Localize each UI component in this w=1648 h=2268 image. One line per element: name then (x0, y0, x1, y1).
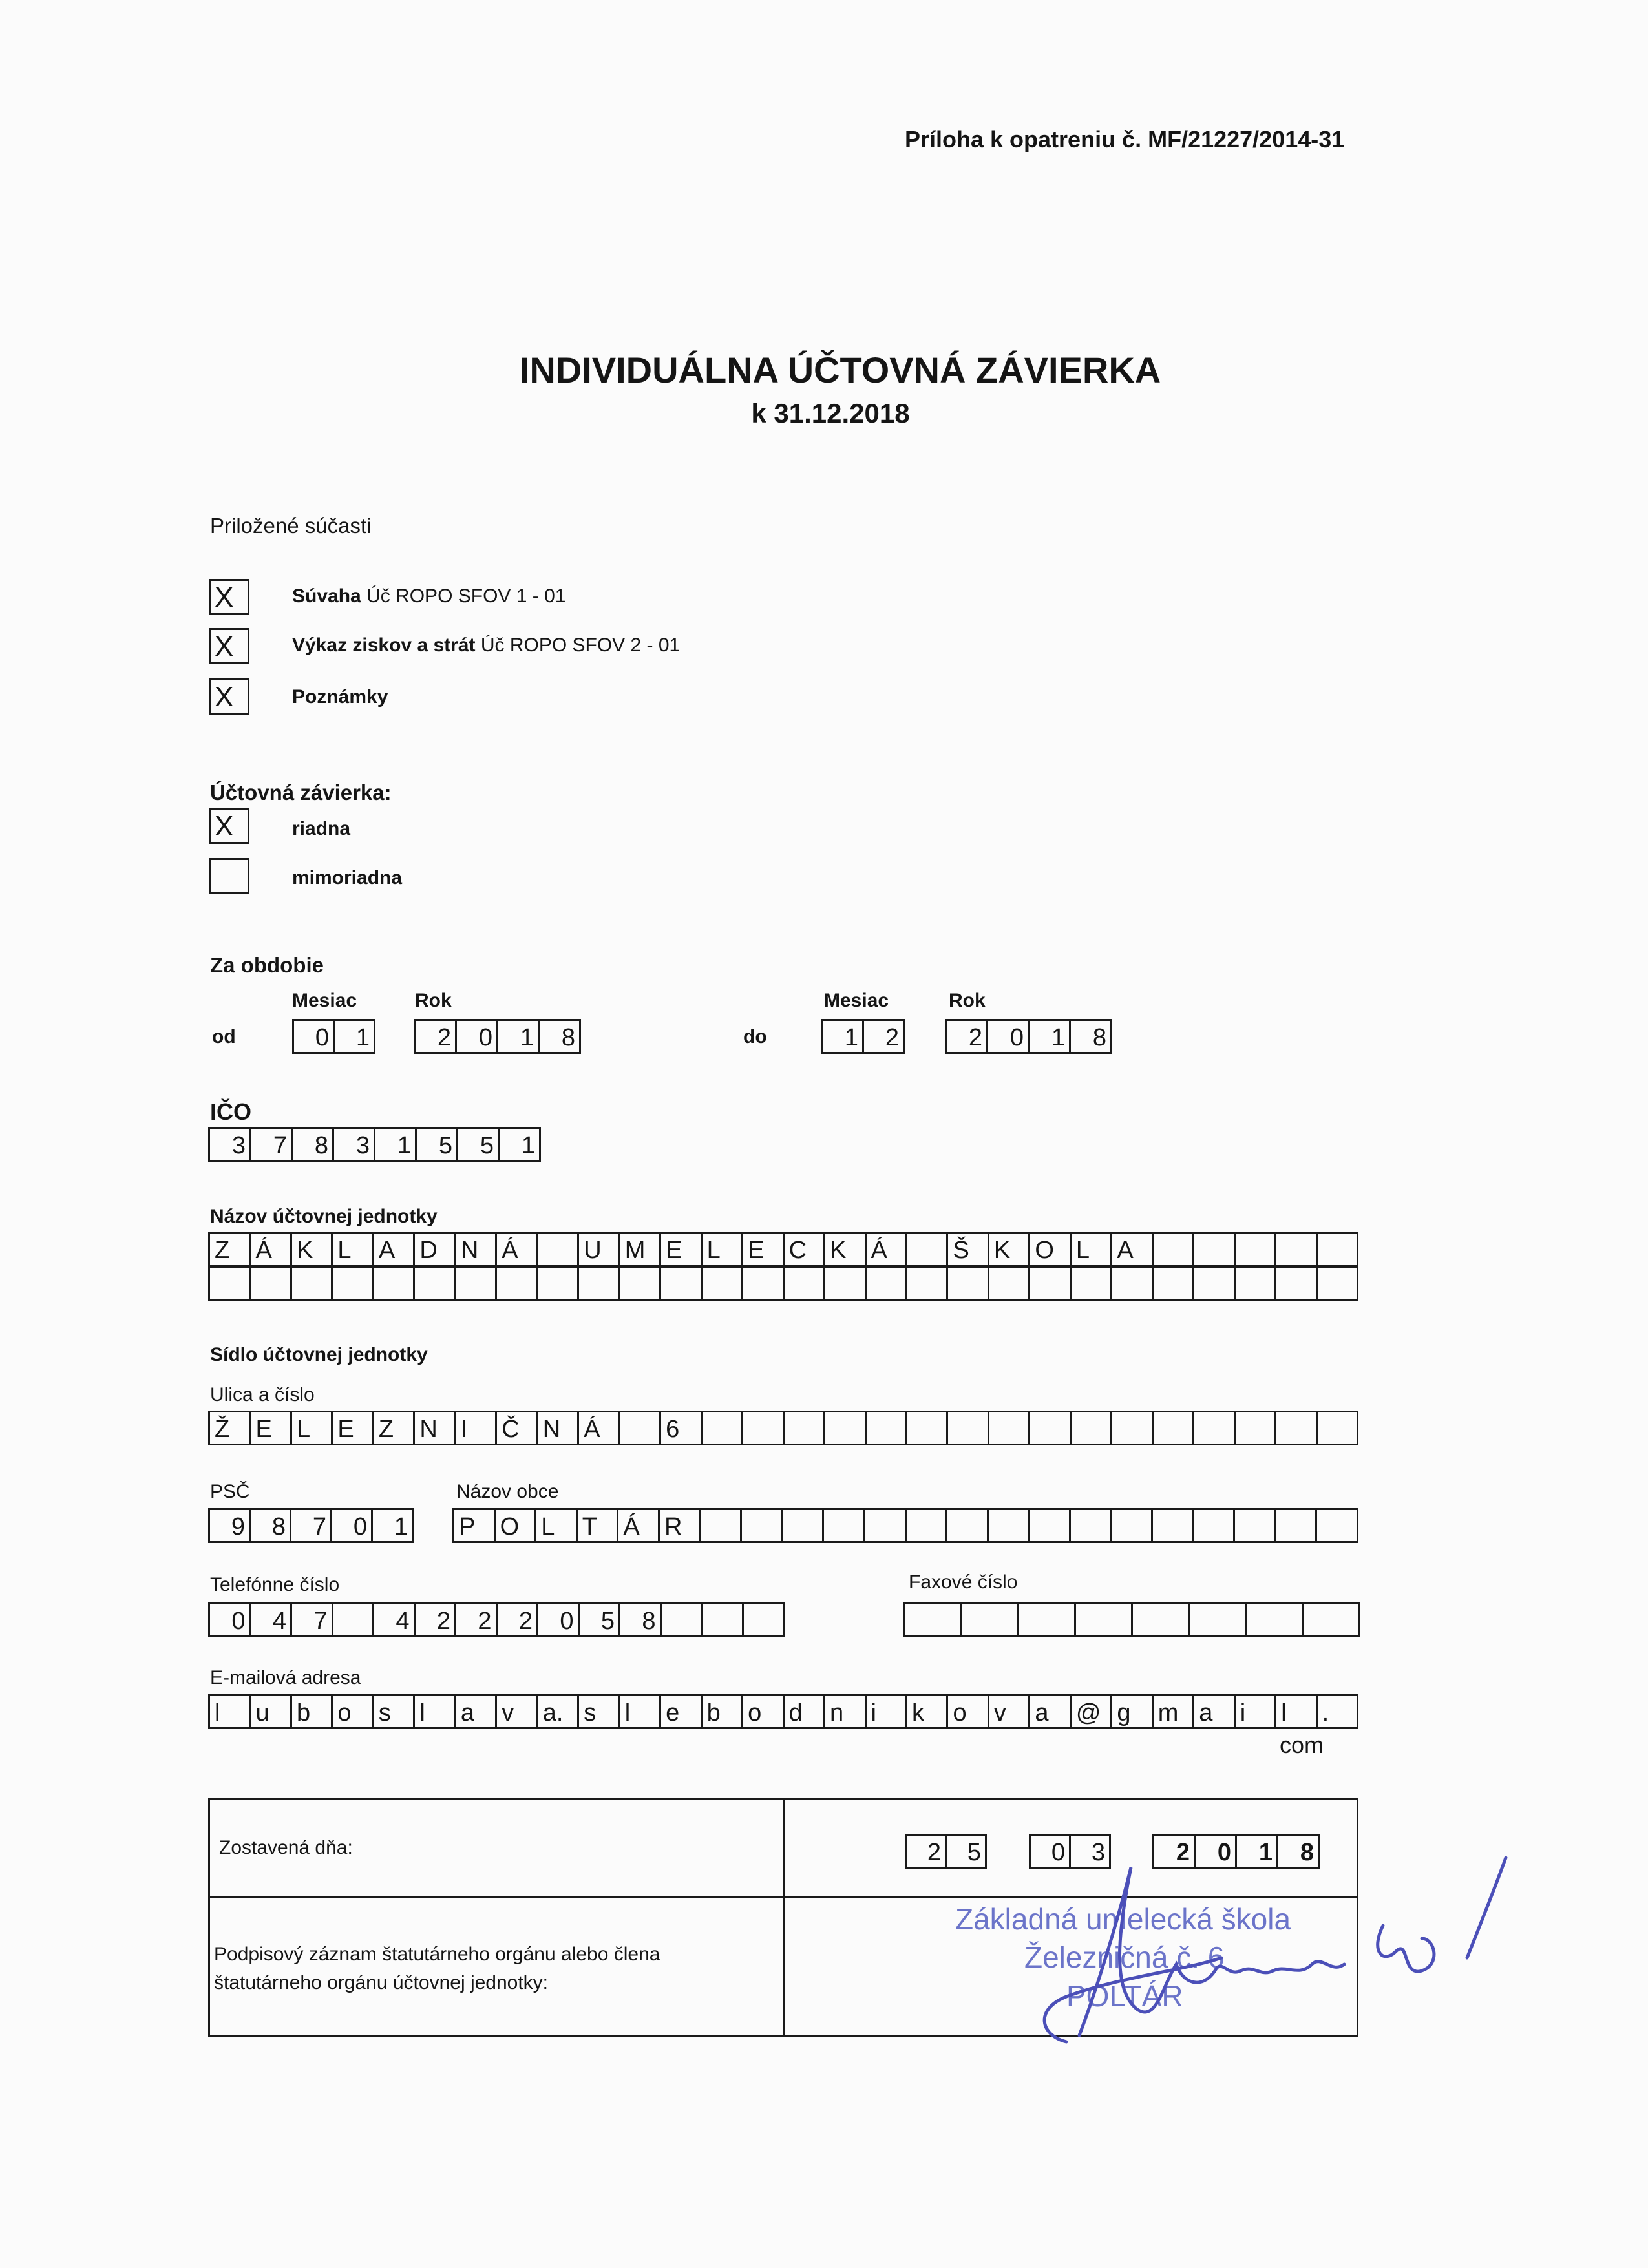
letter-cell-value: Č (502, 1416, 520, 1443)
letter-cell-value: b (706, 1699, 721, 1727)
city-label: Názov obce (456, 1481, 559, 1502)
letter-cell[interactable] (825, 1234, 866, 1265)
attachment-item: Výkaz ziskov a strát Úč ROPO SFOV 2 - 01 (292, 635, 681, 656)
psc-field[interactable] (208, 1508, 414, 1543)
letter-cell[interactable] (1317, 1510, 1358, 1541)
letter-cell[interactable] (374, 1412, 415, 1444)
letter-cell[interactable] (373, 1510, 414, 1541)
letter-cell[interactable] (416, 1604, 457, 1635)
letter-cell[interactable] (1112, 1696, 1153, 1727)
letter-cell-value: L (541, 1513, 555, 1540)
letter-cell[interactable] (1318, 1412, 1358, 1444)
letter-cell-value: E (337, 1416, 354, 1443)
letter-cell[interactable] (538, 1604, 580, 1635)
letter-cell[interactable] (374, 1696, 415, 1727)
letter-cell[interactable] (210, 1268, 251, 1299)
letter-cell[interactable] (620, 1412, 661, 1444)
letter-cell-value: 2 (518, 1608, 533, 1635)
letter-cell[interactable] (1030, 1234, 1071, 1265)
letter-cell-value: l (215, 1699, 220, 1727)
letter-cell-value: A (1117, 1237, 1134, 1264)
letter-cell[interactable] (1276, 1268, 1317, 1299)
letter-cell-value: C (788, 1237, 807, 1264)
letter-cell[interactable] (661, 1412, 702, 1444)
letter-cell-value: n (830, 1699, 844, 1727)
letter-cell[interactable] (1194, 1412, 1235, 1444)
fax-label: Faxové číslo (909, 1571, 1018, 1593)
letter-cell-value: K (830, 1237, 847, 1264)
letter-cell-value: E (666, 1237, 682, 1264)
letter-cell[interactable] (210, 1412, 251, 1444)
compiled-year-field[interactable]: 2 0 1 8 (1152, 1834, 1320, 1869)
letter-cell[interactable] (620, 1604, 662, 1635)
letter-cell[interactable] (825, 1412, 866, 1444)
letter-cell[interactable] (251, 1234, 291, 1265)
letter-cell[interactable] (456, 1268, 497, 1299)
letter-cell[interactable] (824, 1510, 865, 1541)
attachment-item: Súvaha Úč ROPO SFOV 1 - 01 (292, 585, 566, 607)
letter-cell[interactable] (948, 1268, 989, 1299)
letter-cell-value: i (1240, 1699, 1246, 1727)
letter-cell[interactable] (1019, 1604, 1076, 1635)
street-label: Ulica a číslo (210, 1384, 315, 1405)
letter-cell[interactable] (989, 1696, 1030, 1727)
letter-cell[interactable] (620, 1234, 661, 1265)
letter-cell[interactable] (578, 1510, 619, 1541)
letter-cell[interactable] (538, 1268, 579, 1299)
letter-cell-value: 0 (231, 1608, 246, 1635)
letter-cell[interactable] (415, 1696, 456, 1727)
phone-label: Telefónne číslo (210, 1574, 340, 1595)
letter-cell-value: o (337, 1699, 352, 1727)
letter-cell[interactable] (415, 1234, 456, 1265)
email-field[interactable] (208, 1694, 1358, 1729)
letter-cell-value: Á (502, 1237, 518, 1264)
letter-cell-value: 0 (560, 1608, 574, 1635)
compiled-month-field[interactable]: 0 3 (1029, 1834, 1111, 1869)
letter-cell-value: u (255, 1699, 269, 1727)
letter-cell[interactable] (1235, 1510, 1276, 1541)
letter-cell[interactable] (701, 1510, 743, 1541)
letter-cell[interactable] (333, 1412, 374, 1444)
letter-cell-value: Á (584, 1416, 600, 1443)
letter-cell-value: Ž (215, 1416, 230, 1443)
letter-cell[interactable] (1153, 1510, 1194, 1541)
letter-cell-value: s (378, 1699, 391, 1727)
letter-cell[interactable] (579, 1696, 620, 1727)
attachments-label: Priložené súčasti (210, 514, 372, 538)
letter-cell[interactable] (785, 1234, 825, 1265)
letter-cell-value: K (993, 1237, 1011, 1264)
letter-cell-value: Š (953, 1237, 969, 1264)
letter-cell[interactable] (785, 1268, 825, 1299)
from-year-field[interactable]: 2 0 1 8 (414, 1019, 581, 1054)
letter-cell[interactable] (907, 1510, 948, 1541)
letter-cell[interactable] (1236, 1234, 1276, 1265)
from-year-label: Rok (415, 990, 452, 1011)
from-label: od (212, 1026, 236, 1047)
letter-cell[interactable] (251, 1510, 291, 1541)
to-month-field[interactable]: 1 2 (821, 1019, 905, 1054)
letter-cell-value: 8 (642, 1608, 656, 1635)
letter-cell-value: A (378, 1237, 396, 1264)
to-month-label: Mesiac (824, 990, 889, 1011)
letter-cell[interactable] (1072, 1268, 1112, 1299)
email-suffix: com (1280, 1732, 1324, 1758)
letter-cell-value: E (255, 1416, 272, 1443)
compiled-day-field[interactable]: 2 5 (905, 1834, 987, 1869)
letter-cell[interactable] (454, 1510, 496, 1541)
letter-cell[interactable] (661, 1696, 702, 1727)
letter-cell-value: Á (871, 1237, 887, 1264)
letter-cell[interactable] (536, 1510, 578, 1541)
letter-cell[interactable] (948, 1412, 989, 1444)
letter-cell[interactable] (1154, 1268, 1194, 1299)
letter-cell-value: O (500, 1513, 520, 1540)
letter-cell[interactable] (580, 1604, 621, 1635)
letter-cell[interactable] (1194, 1268, 1235, 1299)
letter-cell[interactable] (703, 1268, 743, 1299)
phone-field[interactable] (208, 1602, 785, 1637)
stamp-line-3: POLTÁR (1066, 1979, 1183, 2013)
letter-cell-value: m (1157, 1699, 1179, 1727)
letter-cell[interactable] (989, 1412, 1030, 1444)
letter-cell[interactable] (703, 1234, 743, 1265)
entity-name-row-1[interactable] (208, 1232, 1358, 1266)
letter-cell-value: D (419, 1237, 438, 1264)
stamp-line-1: Základná umelecká škola (955, 1902, 1291, 1936)
letter-cell-value: T (582, 1513, 597, 1540)
letter-cell[interactable] (292, 1412, 333, 1444)
letter-cell[interactable] (989, 1234, 1030, 1265)
letter-cell-value: N (542, 1416, 561, 1443)
letter-cell-value: 2 (436, 1608, 450, 1635)
letter-cell-value: L (706, 1237, 721, 1264)
letter-cell-value: O (1035, 1237, 1054, 1264)
letter-cell[interactable] (374, 1234, 415, 1265)
letter-cell[interactable] (867, 1234, 907, 1265)
letter-cell[interactable] (948, 1234, 989, 1265)
letter-cell[interactable] (292, 1604, 333, 1635)
entity-name-label: Názov účtovnej jednotky (210, 1206, 438, 1227)
letter-cell[interactable] (1072, 1412, 1112, 1444)
letter-cell[interactable] (1030, 1268, 1071, 1299)
ico-label: IČO (210, 1098, 252, 1125)
letter-cell[interactable] (456, 1234, 497, 1265)
letter-cell[interactable] (783, 1510, 825, 1541)
letter-cell[interactable] (333, 1696, 374, 1727)
letter-cell-value: i (871, 1699, 876, 1727)
letter-cell[interactable] (1190, 1604, 1247, 1635)
letter-cell[interactable] (292, 1234, 333, 1265)
letter-cell[interactable] (415, 1412, 456, 1444)
letter-cell[interactable] (292, 1696, 333, 1727)
letter-cell[interactable] (1030, 1510, 1071, 1541)
letter-cell[interactable] (579, 1412, 620, 1444)
letter-cell[interactable] (1194, 1234, 1235, 1265)
letter-cell[interactable] (989, 1510, 1030, 1541)
ico-field[interactable]: 3 7 8 3 1 5 5 1 (208, 1127, 541, 1162)
letter-cell[interactable] (620, 1696, 661, 1727)
period-label: Za obdobie (210, 953, 324, 977)
checkbox-regular[interactable]: X (209, 808, 249, 844)
letter-cell-value: 2 (478, 1608, 492, 1635)
to-year-label: Rok (949, 990, 986, 1011)
letter-cell[interactable] (1247, 1604, 1304, 1635)
letter-cell[interactable] (579, 1268, 620, 1299)
letter-cell[interactable] (1304, 1604, 1360, 1635)
letter-cell[interactable] (618, 1510, 660, 1541)
letter-cell[interactable] (210, 1696, 251, 1727)
from-month-label: Mesiac (292, 990, 357, 1011)
letter-cell[interactable] (743, 1412, 784, 1444)
letter-cell[interactable] (1154, 1234, 1194, 1265)
letter-cell[interactable] (333, 1234, 374, 1265)
letter-cell[interactable] (1318, 1234, 1358, 1265)
letter-cell[interactable] (210, 1604, 251, 1635)
letter-cell[interactable] (905, 1604, 962, 1635)
letter-cell-value: 4 (396, 1608, 410, 1635)
letter-cell-value: o (953, 1699, 967, 1727)
letter-cell[interactable] (374, 1604, 416, 1635)
letter-cell-value: R (664, 1513, 682, 1540)
letter-cell[interactable] (456, 1412, 497, 1444)
letter-cell[interactable] (1194, 1510, 1236, 1541)
letter-cell[interactable] (579, 1234, 620, 1265)
letter-cell[interactable] (538, 1412, 579, 1444)
letter-cell-value: l (624, 1699, 631, 1727)
letter-cell[interactable] (496, 1510, 537, 1541)
letter-cell[interactable] (785, 1412, 825, 1444)
letter-cell-value: 9 (231, 1513, 245, 1540)
letter-cell-value: Á (623, 1513, 640, 1540)
attachment-item: Poznámky (292, 686, 388, 708)
letter-cell-value: K (296, 1237, 313, 1264)
letter-cell[interactable] (1112, 1268, 1153, 1299)
letter-cell[interactable] (947, 1510, 989, 1541)
letter-cell[interactable] (825, 1696, 866, 1727)
letter-cell-value: Á (255, 1237, 272, 1264)
letter-cell-value: e (666, 1699, 680, 1727)
letter-cell[interactable] (785, 1696, 825, 1727)
letter-cell[interactable] (867, 1696, 907, 1727)
letter-cell-value: I (460, 1416, 468, 1443)
letter-cell-value: s (584, 1699, 597, 1727)
letter-cell[interactable] (703, 1412, 743, 1444)
letter-cell[interactable] (1112, 1412, 1153, 1444)
letter-cell-value: 0 (353, 1513, 367, 1540)
letter-cell[interactable] (333, 1604, 375, 1635)
letter-cell[interactable] (865, 1510, 907, 1541)
psc-label: PSČ (210, 1481, 250, 1502)
letter-cell[interactable] (210, 1510, 251, 1541)
to-label: do (743, 1026, 767, 1047)
footer-divider-vertical (783, 1800, 785, 2035)
closing-label: Účtovná závierka: (210, 781, 392, 804)
letter-cell-value: L (1075, 1237, 1090, 1264)
stamp-line-2: Železničná č. 6 (1024, 1940, 1225, 1974)
letter-cell-value: Z (378, 1416, 394, 1443)
letter-cell-value: l (419, 1699, 425, 1727)
letter-cell[interactable] (1133, 1604, 1190, 1635)
letter-cell[interactable] (1236, 1268, 1276, 1299)
letter-cell[interactable] (1318, 1696, 1358, 1727)
letter-cell-value: 5 (600, 1608, 615, 1635)
letter-cell[interactable] (907, 1696, 948, 1727)
letter-cell[interactable] (415, 1268, 456, 1299)
email-label: E-mailová adresa (210, 1667, 361, 1688)
letter-cell[interactable] (620, 1268, 661, 1299)
letter-cell[interactable] (1154, 1412, 1194, 1444)
letter-cell[interactable] (1276, 1234, 1317, 1265)
entity-name-row-2[interactable] (208, 1266, 1358, 1301)
letter-cell[interactable] (497, 1234, 538, 1265)
letter-cell[interactable] (1318, 1268, 1358, 1299)
letter-cell-value: N (460, 1237, 479, 1264)
letter-cell[interactable] (251, 1412, 291, 1444)
letter-cell[interactable] (1154, 1696, 1194, 1727)
letter-cell[interactable] (962, 1604, 1019, 1635)
street-field[interactable] (208, 1411, 1358, 1445)
letter-cell-value: M (624, 1237, 646, 1264)
to-year-field[interactable]: 2 0 1 8 (945, 1019, 1112, 1054)
letter-cell[interactable] (1030, 1412, 1071, 1444)
letter-cell[interactable] (989, 1268, 1030, 1299)
letter-cell[interactable] (251, 1604, 293, 1635)
letter-cell[interactable] (497, 1696, 538, 1727)
letter-cell[interactable] (867, 1268, 907, 1299)
letter-cell[interactable] (1194, 1696, 1235, 1727)
letter-cell[interactable] (1030, 1696, 1071, 1727)
letter-cell-value: U (584, 1237, 602, 1264)
from-month-field[interactable]: 0 1 (292, 1019, 375, 1054)
letter-cell-value: b (296, 1699, 311, 1727)
letter-cell[interactable] (743, 1268, 784, 1299)
annex-reference: Príloha k opatreniu č. MF/21227/2014-31 (905, 126, 1345, 152)
letter-cell-value: 7 (312, 1513, 326, 1540)
letter-cell[interactable] (456, 1604, 498, 1635)
document-title: INDIVIDUÁLNA ÚČTOVNÁ ZÁVIERKA (519, 350, 1161, 390)
letter-cell[interactable] (374, 1268, 415, 1299)
letter-cell[interactable] (498, 1604, 539, 1635)
letter-cell[interactable] (333, 1268, 374, 1299)
letter-cell-value: P (459, 1513, 476, 1540)
letter-cell[interactable] (210, 1234, 251, 1265)
option-extraordinary-label: mimoriadna (292, 867, 403, 888)
letter-cell-value: a (1035, 1699, 1049, 1727)
letter-cell-value: 8 (271, 1513, 286, 1540)
letter-cell[interactable] (332, 1510, 373, 1541)
checkbox-notes[interactable]: X (209, 678, 249, 715)
letter-cell-value: N (419, 1416, 438, 1443)
letter-cell[interactable] (1276, 1696, 1317, 1727)
letter-cell[interactable] (907, 1234, 948, 1265)
letter-cell-value: 7 (313, 1608, 328, 1635)
letter-cell[interactable] (743, 1234, 784, 1265)
letter-cell-value: E (748, 1237, 765, 1264)
letter-cell[interactable] (662, 1604, 703, 1635)
checkbox-extraordinary[interactable] (209, 858, 249, 894)
letter-cell-value: g (1117, 1699, 1131, 1727)
letter-cell-value: 6 (666, 1416, 680, 1443)
letter-cell[interactable] (497, 1268, 538, 1299)
letter-cell-value: k (911, 1699, 924, 1727)
letter-cell[interactable] (1071, 1510, 1112, 1541)
handwritten-signature (969, 1842, 1519, 2061)
letter-cell[interactable] (1072, 1234, 1112, 1265)
letter-cell-value: @ (1075, 1699, 1101, 1727)
letter-cell[interactable] (1076, 1604, 1133, 1635)
compiled-label: Zostavená dňa: (219, 1837, 353, 1858)
signature-label: Podpisový záznam štatutárneho orgánu alebo člena štatutárneho orgánu účtovnej jednotky: (214, 1944, 660, 1993)
seat-label: Sídlo účtovnej jednotky (210, 1344, 428, 1365)
letter-cell[interactable] (703, 1604, 744, 1635)
fax-field[interactable] (903, 1602, 1360, 1637)
letter-cell[interactable] (1236, 1696, 1276, 1727)
letter-cell[interactable] (744, 1604, 785, 1635)
letter-cell[interactable] (538, 1234, 579, 1265)
letter-cell[interactable] (1276, 1510, 1318, 1541)
letter-cell[interactable] (703, 1696, 743, 1727)
letter-cell-value: 4 (272, 1608, 286, 1635)
checkbox-balance-sheet[interactable]: X (209, 579, 249, 615)
letter-cell[interactable] (291, 1510, 332, 1541)
letter-cell[interactable] (661, 1234, 702, 1265)
letter-cell-value: L (337, 1237, 352, 1264)
letter-cell[interactable] (538, 1696, 579, 1727)
letter-cell-value: a. (542, 1699, 564, 1727)
letter-cell[interactable] (907, 1412, 948, 1444)
document-date: k 31.12.2018 (751, 398, 910, 428)
letter-cell-value: a (1199, 1699, 1213, 1727)
letter-cell[interactable] (1236, 1412, 1276, 1444)
letter-cell[interactable] (292, 1268, 333, 1299)
letter-cell[interactable] (660, 1510, 701, 1541)
letter-cell-value: l (1281, 1699, 1287, 1727)
option-regular-label: riadna (292, 818, 351, 839)
letter-cell[interactable] (1112, 1510, 1154, 1541)
letter-cell[interactable] (1112, 1234, 1153, 1265)
letter-cell-value: o (748, 1699, 762, 1727)
letter-cell-value: L (296, 1416, 311, 1443)
letter-cell[interactable] (251, 1696, 291, 1727)
letter-cell[interactable] (661, 1268, 702, 1299)
letter-cell[interactable] (948, 1696, 989, 1727)
letter-cell-value: d (788, 1699, 803, 1727)
letter-cell[interactable] (1072, 1696, 1112, 1727)
letter-cell[interactable] (251, 1268, 291, 1299)
letter-cell[interactable] (825, 1268, 866, 1299)
letter-cell[interactable] (1276, 1412, 1317, 1444)
letter-cell-value: 1 (394, 1513, 408, 1540)
letter-cell[interactable] (867, 1412, 907, 1444)
letter-cell-value: v (993, 1699, 1006, 1727)
checkbox-income-statement[interactable]: X (209, 628, 249, 664)
letter-cell-value: . (1322, 1699, 1329, 1727)
letter-cell[interactable] (456, 1696, 497, 1727)
letter-cell-value: a (460, 1699, 474, 1727)
letter-cell[interactable] (742, 1510, 783, 1541)
city-field[interactable] (452, 1508, 1358, 1543)
letter-cell-value: v (502, 1699, 514, 1727)
letter-cell[interactable] (907, 1268, 948, 1299)
letter-cell[interactable] (497, 1412, 538, 1444)
letter-cell[interactable] (743, 1696, 784, 1727)
letter-cell-value: Z (215, 1237, 230, 1264)
